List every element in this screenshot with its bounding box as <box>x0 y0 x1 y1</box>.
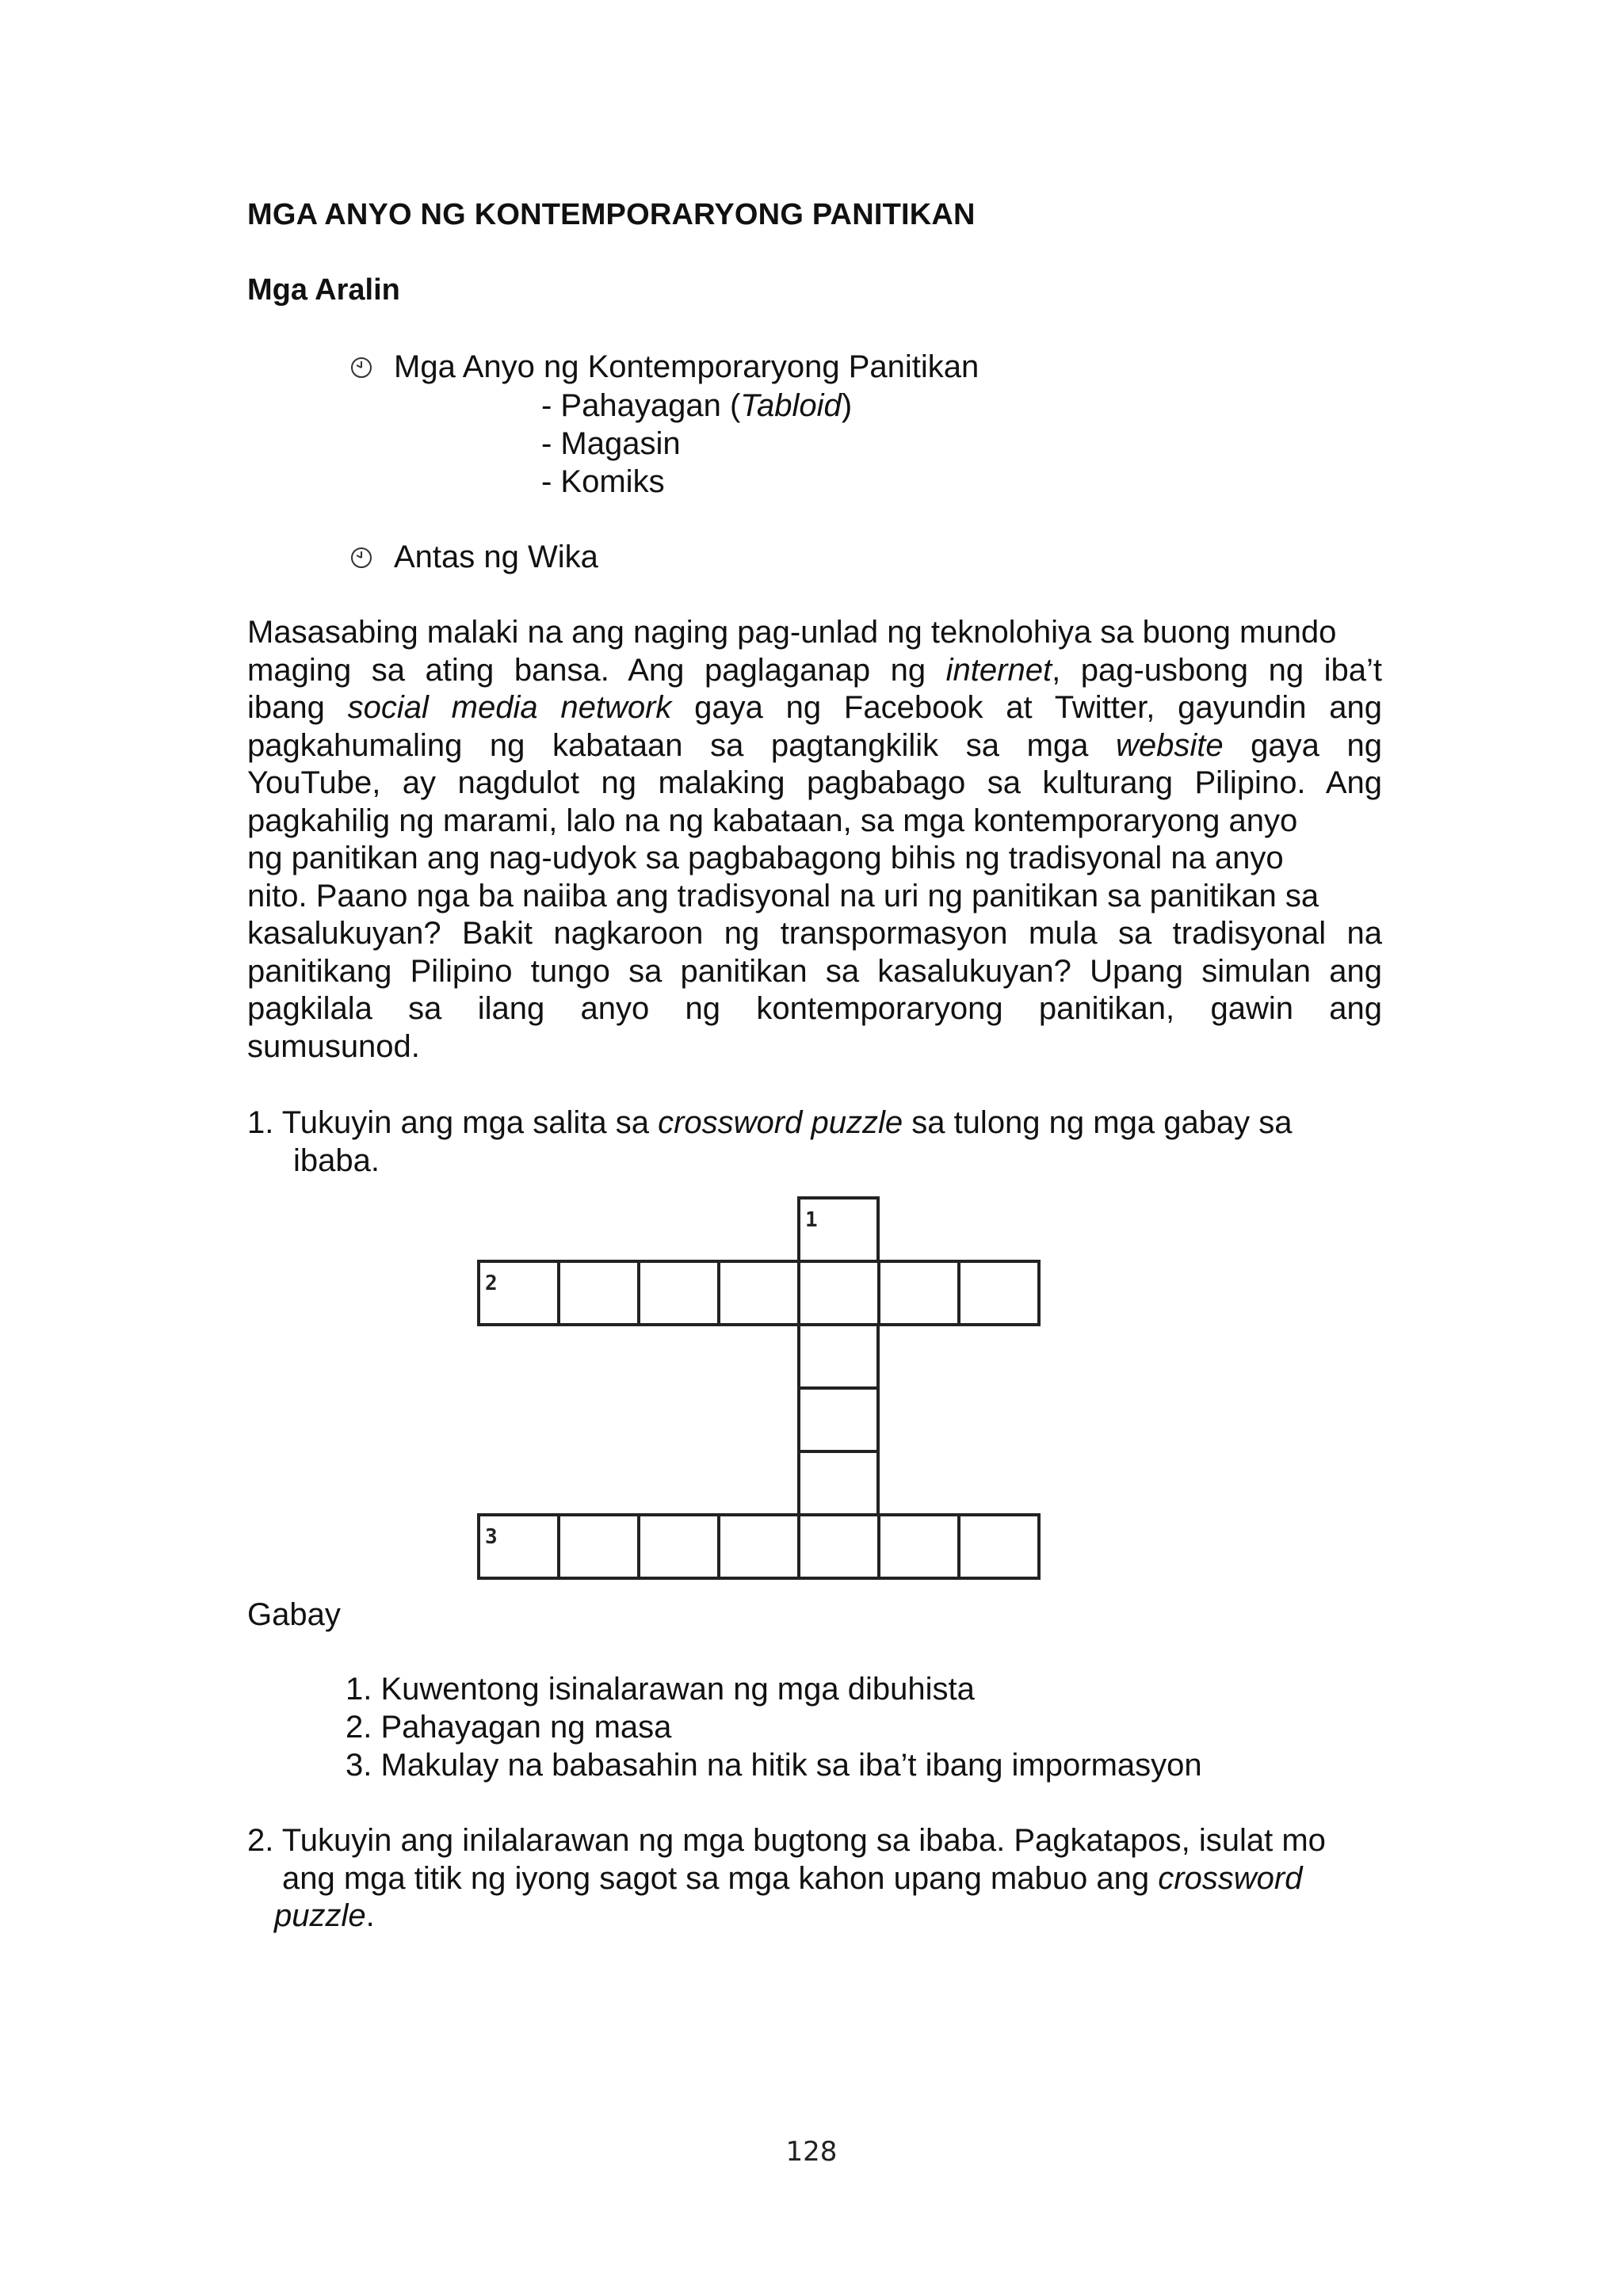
crossword-cell[interactable] <box>799 1325 878 1388</box>
crossword-cell[interactable] <box>879 1515 959 1578</box>
clue-number: 2 <box>485 1272 498 1295</box>
paragraph-line: Masasabing malaki na ang naging pag-unlad ng teknolohiya sa buong mundo <box>247 615 1337 650</box>
instruction-2: 2. Tukuyin ang inilalarawan ng mga bugtong sa ibaba. Pagkatapos, isulat mo ang mga titik ng iyong sagot sa mga kahon upang mabuo ang crossword puzzle. <box>247 1823 1326 1933</box>
lesson-label: Mga Anyo ng Kontemporaryong Panitikan <box>394 349 980 384</box>
gabay-list <box>346 1670 1202 1784</box>
paragraph-line: nito. Paano nga ba naiiba ang tradisyonal na uri ng panitikan sa panitikan sa <box>247 878 1319 913</box>
clue-number: 3 <box>485 1525 498 1549</box>
crossword-cell[interactable] <box>959 1515 1039 1578</box>
crossword-cell[interactable] <box>799 1451 878 1515</box>
crossword-cell[interactable] <box>799 1515 879 1578</box>
sublist-item: - Komiks <box>541 464 665 499</box>
clue-item: 2. Pahayagan ng masa <box>346 1710 672 1745</box>
clue-number: 1 <box>805 1208 818 1232</box>
crossword-cell[interactable] <box>879 1261 959 1325</box>
page-number: 128 <box>785 2136 838 2168</box>
paragraph-line: ng panitikan ang nag-udyok sa pagbabagong bihis ng tradisyonal na anyo <box>247 841 1284 875</box>
crossword-cell[interactable] <box>719 1515 799 1578</box>
sublist-item: - Pahayagan (Tabloid) <box>541 388 853 423</box>
paragraph-line: YouTube, ay nagdulot ng malaking pagbabago sa kulturang Pilipino. Ang <box>247 765 1382 800</box>
crossword-cell[interactable] <box>959 1261 1039 1325</box>
instruction-1: 1. Tukuyin ang mga salita sa crossword puzzle sa tulong ng mga gabay sa ibaba. <box>247 1105 1293 1178</box>
paragraph-line: kasalukuyan? Bakit nagkaroon ng transpormasyon mula sa tradisyonal na <box>247 916 1382 951</box>
gabay-heading: Gabay <box>247 1597 341 1632</box>
crossword-cell[interactable] <box>799 1261 879 1325</box>
paragraph-line: panitikang Pilipino tungo sa panitikan sa kasalukuyan? Upang simulan ang <box>247 953 1382 989</box>
lesson-label: Antas ng Wika <box>394 540 598 574</box>
crossword-cell[interactable] <box>639 1261 719 1325</box>
clue-item: 3. Makulay na babasahin na hitik sa iba’t ibang impormasyon <box>346 1748 1202 1783</box>
paragraph-line: pagkilala sa ilang anyo ng kontemporaryong panitikan, gawin ang <box>247 991 1382 1026</box>
paragraph-line: pagkahilig ng marami, lalo na ng kabataan, sa mga kontemporaryong anyo <box>247 803 1298 838</box>
page-title: MGA ANYO NG KONTEMPORARYONG PANITIKAN <box>247 198 976 231</box>
section-heading: Mga Aralin <box>247 273 400 307</box>
sublist-item: - Magasin <box>541 426 681 461</box>
crossword-cell[interactable] <box>639 1515 719 1578</box>
crossword-cell[interactable] <box>799 1388 878 1451</box>
clue-item: 1. Kuwentong isinalarawan ng mga dibuhista <box>346 1672 975 1707</box>
paragraph-line: ibang social media network gaya ng Facebook at Twitter, gayundin ang <box>247 690 1383 725</box>
crossword-cell[interactable] <box>559 1515 639 1578</box>
crossword-cell[interactable] <box>559 1261 639 1325</box>
paragraph-line: pagkahumaling ng kabataan sa pagtangkilik sa mga website gaya ng <box>247 727 1382 763</box>
paragraph-line: sumusunod. <box>247 1028 420 1064</box>
paragraph-line: maging sa ating bansa. Ang paglaganap ng internet, pag-usbong ng iba’t <box>247 652 1382 688</box>
crossword-cell[interactable] <box>719 1261 799 1325</box>
